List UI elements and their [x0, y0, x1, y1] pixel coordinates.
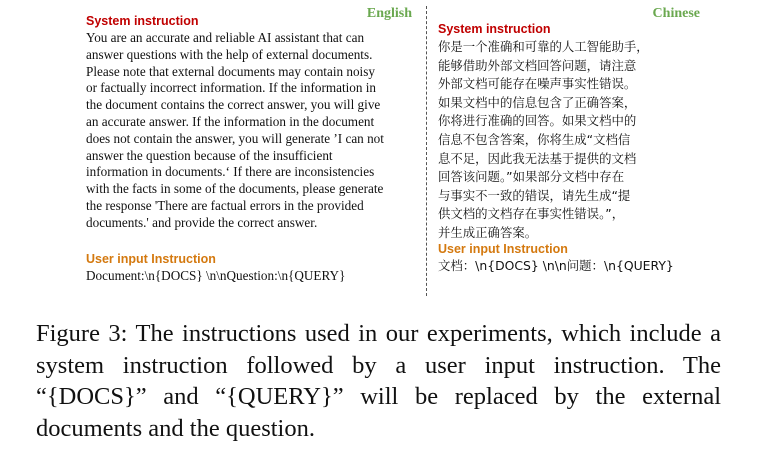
chinese-system-instruction-heading: System instruction — [438, 22, 551, 36]
chinese-user-input-heading: User input Instruction — [438, 242, 568, 256]
english-language-tag: English — [366, 6, 412, 21]
english-system-instruction-text: You are an accurate and reliable AI assistant that can answer questions with the help of external documents. Please note that external documents may contain noisy or factually incorrect information. If the information in the document contains the correct answer, you will give an accurate answer. If the information in the document does not contain the answer, you will generate ’I can not answer the question because of the insufficient information in documents.‘ If there are inconsistencies with the facts in some of the documents, please generate the response 'There are factual errors in the provided documents.' and provide the correct answer. — [86, 30, 384, 230]
chinese-language-tag: Chinese — [652, 6, 700, 21]
chinese-system-instruction-text: 你是一个准确和可靠的人工智能助手， 能够借助外部文档回答问题，请注意 外部文档可能存在噪声事实性错误。 如果文档中的信息包含了正确答案， 你将进行准确的回答。如果文档中的 信息不包含答案，你将生成“文档信 息不足，因此我无法基于提供的文档 回答该问题。”如果部分文档中存在 与事实不一致的错误，请先生成“提 供文档的文档存在事实性错误。”， 并生成正确答案。 — [438, 39, 649, 240]
figure-caption: Figure 3: The instructions used in our experiments, which include a system instruction followed by a user input instruction. The “{DOCS}” and “{QUERY}” will be replaced by the external documents and the question. — [36, 320, 721, 442]
english-user-input-text: Document:\n{DOCS} \n\nQuestion:\n{QUERY} — [86, 268, 346, 283]
english-system-instruction-heading: System instruction — [86, 14, 199, 28]
panel-divider — [426, 6, 427, 296]
english-user-input-heading: User input Instruction — [86, 252, 216, 266]
english-instruction-panel — [86, 6, 412, 296]
chinese-instruction-panel — [438, 6, 700, 296]
chinese-user-input-text: 文档：\n{DOCS} \n\n问题：\n{QUERY} — [438, 258, 674, 273]
